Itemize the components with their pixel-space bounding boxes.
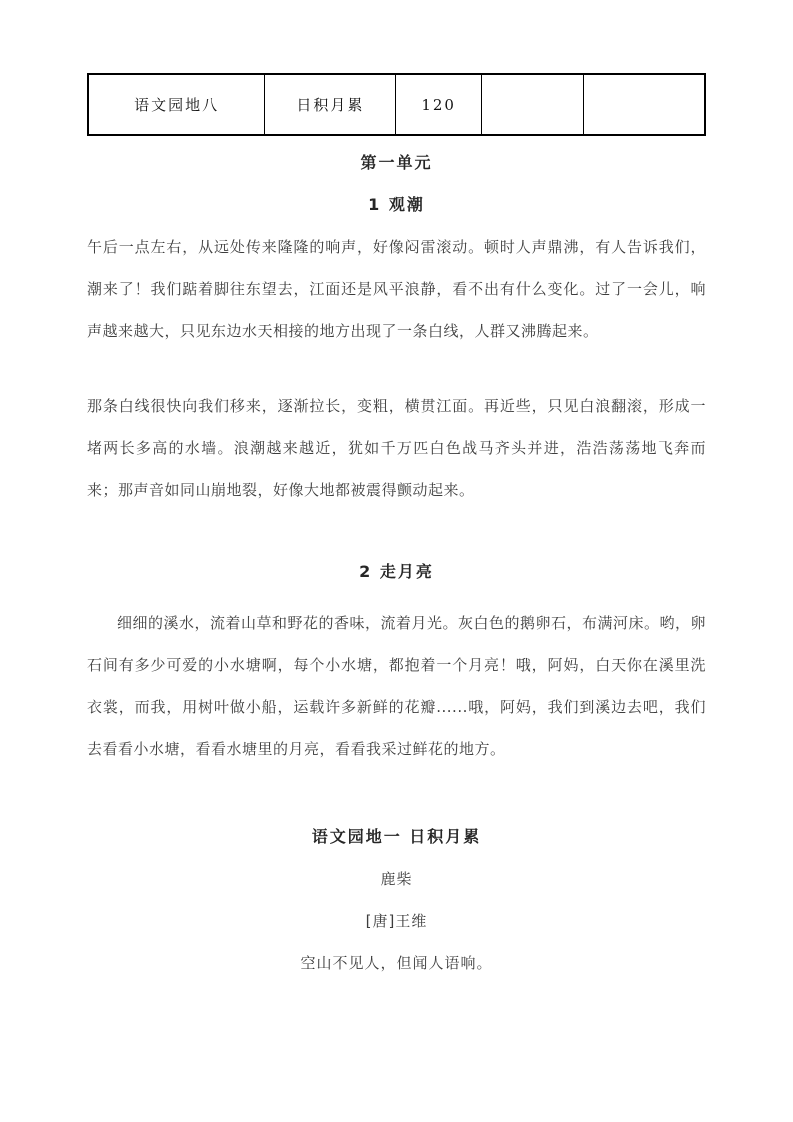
lesson1-heading: 1 观潮 — [368, 195, 425, 214]
header-table-cell-title: 语文园地八 — [88, 74, 265, 135]
header-table-cell-empty-2 — [583, 74, 705, 135]
header-table-cell-section: 日积月累 — [265, 74, 396, 135]
header-table-cell-page-number: 120 — [396, 74, 481, 135]
header-table — [87, 73, 706, 136]
garden-heading: 语文园地一 日积月累 — [311, 827, 482, 846]
lesson2-heading: 2 走月亮 — [359, 562, 434, 581]
poem-author: [唐]王维 — [365, 912, 428, 930]
poem-title: 鹿柴 — [380, 870, 413, 888]
unit-heading: 第一单元 — [360, 153, 433, 172]
poem-line-1: 空山不见人，但闻人语响。 — [300, 954, 493, 972]
lesson1-paragraph-2: 那条白线很快向我们移来，逐渐拉长，变粗，横贯江面。再近些，只见白浪翻滚，形成一堵两长多高的水墙。浪潮越来越近，犹如千万匹白色战马齐头并进，浩浩荡荡地飞奔而来；那声音如同山崩地裂，好像大地都被震得颤动起来。 — [87, 397, 706, 499]
header-table-row — [88, 74, 705, 135]
lesson2-paragraph-1: 细细的溪水，流着山草和野花的香味，流着月光。灰白色的鹅卵石，布满河床。哟，卵石间有多少可爱的小水塘啊，每个小水塘，都抱着一个月亮！哦，阿妈，白天你在溪里洗衣裳，而我，用树叶做小船，运载许多新鲜的花瓣......哦，阿妈，我们到溪边去吧，我们去看看小水塘，看看水塘里的月亮，看看我采过鲜花的地方。 — [87, 614, 707, 758]
header-table-cell-empty-1 — [481, 74, 583, 135]
lesson1-paragraph-1: 午后一点左右，从远处传来隆隆的响声，好像闷雷滚动。顿时人声鼎沸，有人告诉我们，潮来了！我们踮着脚往东望去，江面还是风平浪静，看不出有什么变化。过了一会儿，响声越来越大，只见东边水天相接的地方出现了一条白线，人群又沸腾起来。 — [87, 238, 706, 340]
